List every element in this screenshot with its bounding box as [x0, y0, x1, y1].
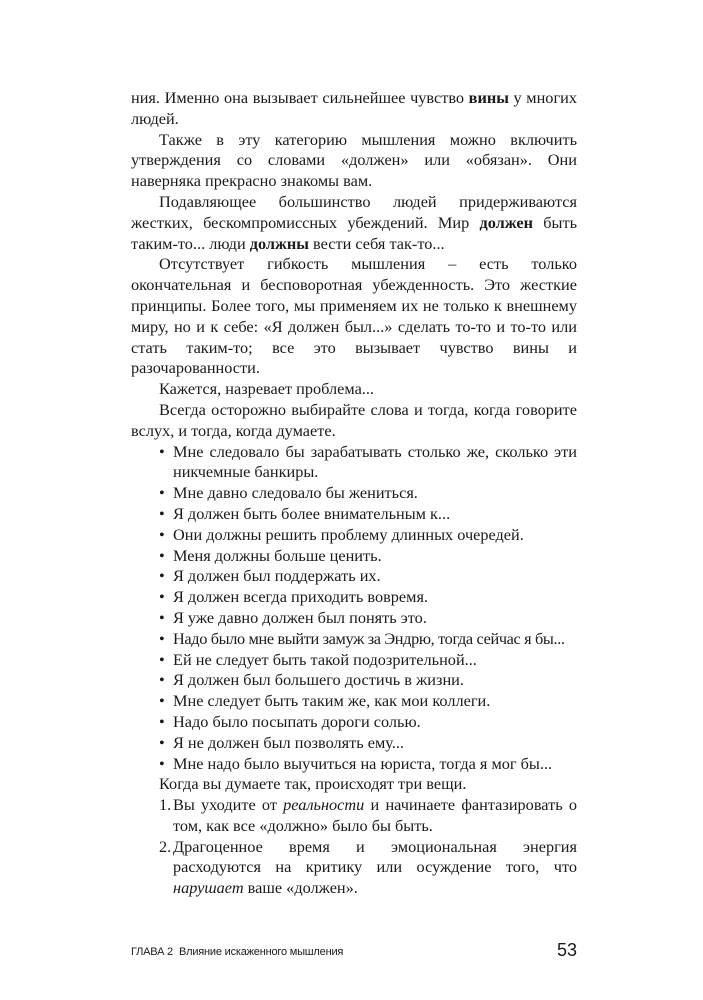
- italic-text: нарушает: [173, 878, 244, 898]
- bullet-symbol: •: [159, 545, 165, 565]
- list-item-text: Ей не следует быть такой подозрительной...: [173, 649, 477, 669]
- text-run: и начинаете фантазировать о том, как все «должно» было бы быть.: [173, 795, 577, 835]
- list-item-text: Мне давно следовало бы жениться.: [173, 483, 418, 503]
- list-item: [131, 650, 577, 671]
- list-item: [131, 754, 577, 775]
- list-item: [131, 546, 577, 567]
- list-item-text: Я не должен был позволять ему...: [173, 732, 404, 752]
- bullet-symbol: •: [159, 587, 165, 607]
- italic-text: реальности: [283, 795, 365, 815]
- text-run: Драгоценное время и эмоциональная энергия расходуются на критику или осуждение того, что: [173, 836, 577, 877]
- text-run: вести себя так-то...: [308, 233, 445, 253]
- list-item: [131, 733, 577, 754]
- text-run: Подавляющее большинство людей придерживаются жестких, бескомпромиссных убеждений. Мир: [131, 191, 577, 232]
- paragraph-3: [131, 192, 577, 254]
- bullet-symbol: •: [159, 566, 165, 586]
- list-item-text: Надо было мне выйти замуж за Эндрю, тогда сейчас я бы...: [173, 628, 565, 648]
- list-item: [131, 525, 577, 546]
- list-item: [131, 442, 577, 484]
- item-number: 2.: [159, 836, 172, 856]
- bullet-symbol: •: [159, 607, 165, 627]
- paragraph-2: Также в эту категорию мышления можно включить утверждения со словами «должен» или «обязан». Они наверняка прекрасно знакомы вам.: [131, 129, 577, 191]
- list-item-text: Я должен был поддержать их.: [173, 566, 381, 586]
- bullet-symbol: •: [159, 691, 165, 711]
- list-item: [131, 504, 577, 525]
- list-item: [131, 712, 577, 733]
- text-run: быть таким-то... люди: [131, 212, 578, 253]
- list-item: [131, 566, 577, 587]
- list-item: [131, 587, 577, 608]
- list-item-text: Я должен быть более внимательным к...: [173, 503, 451, 523]
- list-item: [131, 483, 577, 504]
- paragraph-4: Отсутствует гибкость мышления – есть только окончательная и бесповоротная убежденность. Это жесткие принципы. Более того, мы применяем их не только к внешнему миру, но и к себе: «Я должен был...» сделать то-то и то-то или стать таким-то; все это вызывает чувство вины и разочарованности.: [131, 254, 577, 378]
- bullet-symbol: •: [159, 711, 165, 731]
- bold-text: вины: [468, 88, 509, 107]
- bullet-symbol: •: [159, 524, 165, 544]
- numbered-item: [131, 795, 577, 837]
- list-item-text: Мне надо было выучиться на юриста, тогда я мог бы...: [173, 753, 553, 773]
- page-body: [131, 88, 577, 899]
- numbered-list: [131, 795, 577, 899]
- list-item-text: Они должны решить проблему длинных очередей.: [173, 524, 524, 544]
- bullet-symbol: •: [159, 732, 165, 752]
- numbered-item: [131, 837, 577, 899]
- list-item: [131, 608, 577, 629]
- text-run: ния. Именно она вызывает сильнейшее чувство: [131, 88, 469, 107]
- list-item: [131, 691, 577, 712]
- bullet-symbol: •: [159, 670, 165, 690]
- text-run: у многих людей.: [131, 88, 577, 128]
- bullet-symbol: •: [159, 503, 165, 523]
- page-number: 53: [556, 940, 577, 960]
- list-item-text: Мне следует быть таким же, как мои коллеги.: [173, 691, 491, 711]
- item-number: 1.: [159, 795, 172, 815]
- bold-text: должен: [479, 212, 533, 232]
- list-item-text: Я должен всегда приходить вовремя.: [173, 587, 428, 607]
- bullet-symbol: •: [159, 441, 165, 461]
- paragraph-1: [131, 88, 577, 130]
- chapter-label: ГЛАВА 2: [131, 946, 173, 958]
- paragraph-7: Когда вы думаете так, происходят три вещи.: [159, 774, 467, 794]
- chapter-title: Влияние искаженного мышления: [178, 946, 344, 958]
- running-footer: [131, 946, 343, 958]
- text-run: ваше «должен».: [243, 878, 358, 898]
- text-run: Вы уходите от: [173, 795, 284, 815]
- list-item-text: Я уже давно должен был понять это.: [173, 607, 427, 627]
- bullet-symbol: •: [159, 649, 165, 669]
- paragraph-5: Кажется, назревает проблема...: [159, 379, 375, 399]
- list-item: [131, 629, 577, 650]
- list-item-text: Я должен был большего достичь в жизни.: [173, 670, 464, 690]
- paragraph-6: Всегда осторожно выбирайте слова и тогда, когда говорите вслух, и тогда, когда думаете.: [131, 399, 577, 440]
- list-item-text: Надо было посыпать дороги солью.: [173, 711, 421, 731]
- bullet-list: [131, 442, 577, 775]
- bold-text: должны: [249, 233, 309, 253]
- list-item-text: Меня должны больше ценить.: [173, 545, 382, 565]
- bullet-symbol: •: [159, 483, 165, 503]
- bullet-symbol: •: [159, 628, 165, 648]
- list-item-text: Мне следовало бы зарабатывать столько же, сколько эти никчемные банкиры.: [173, 441, 577, 482]
- list-item: [131, 670, 577, 691]
- bullet-symbol: •: [159, 753, 165, 773]
- page-footer: [131, 940, 577, 964]
